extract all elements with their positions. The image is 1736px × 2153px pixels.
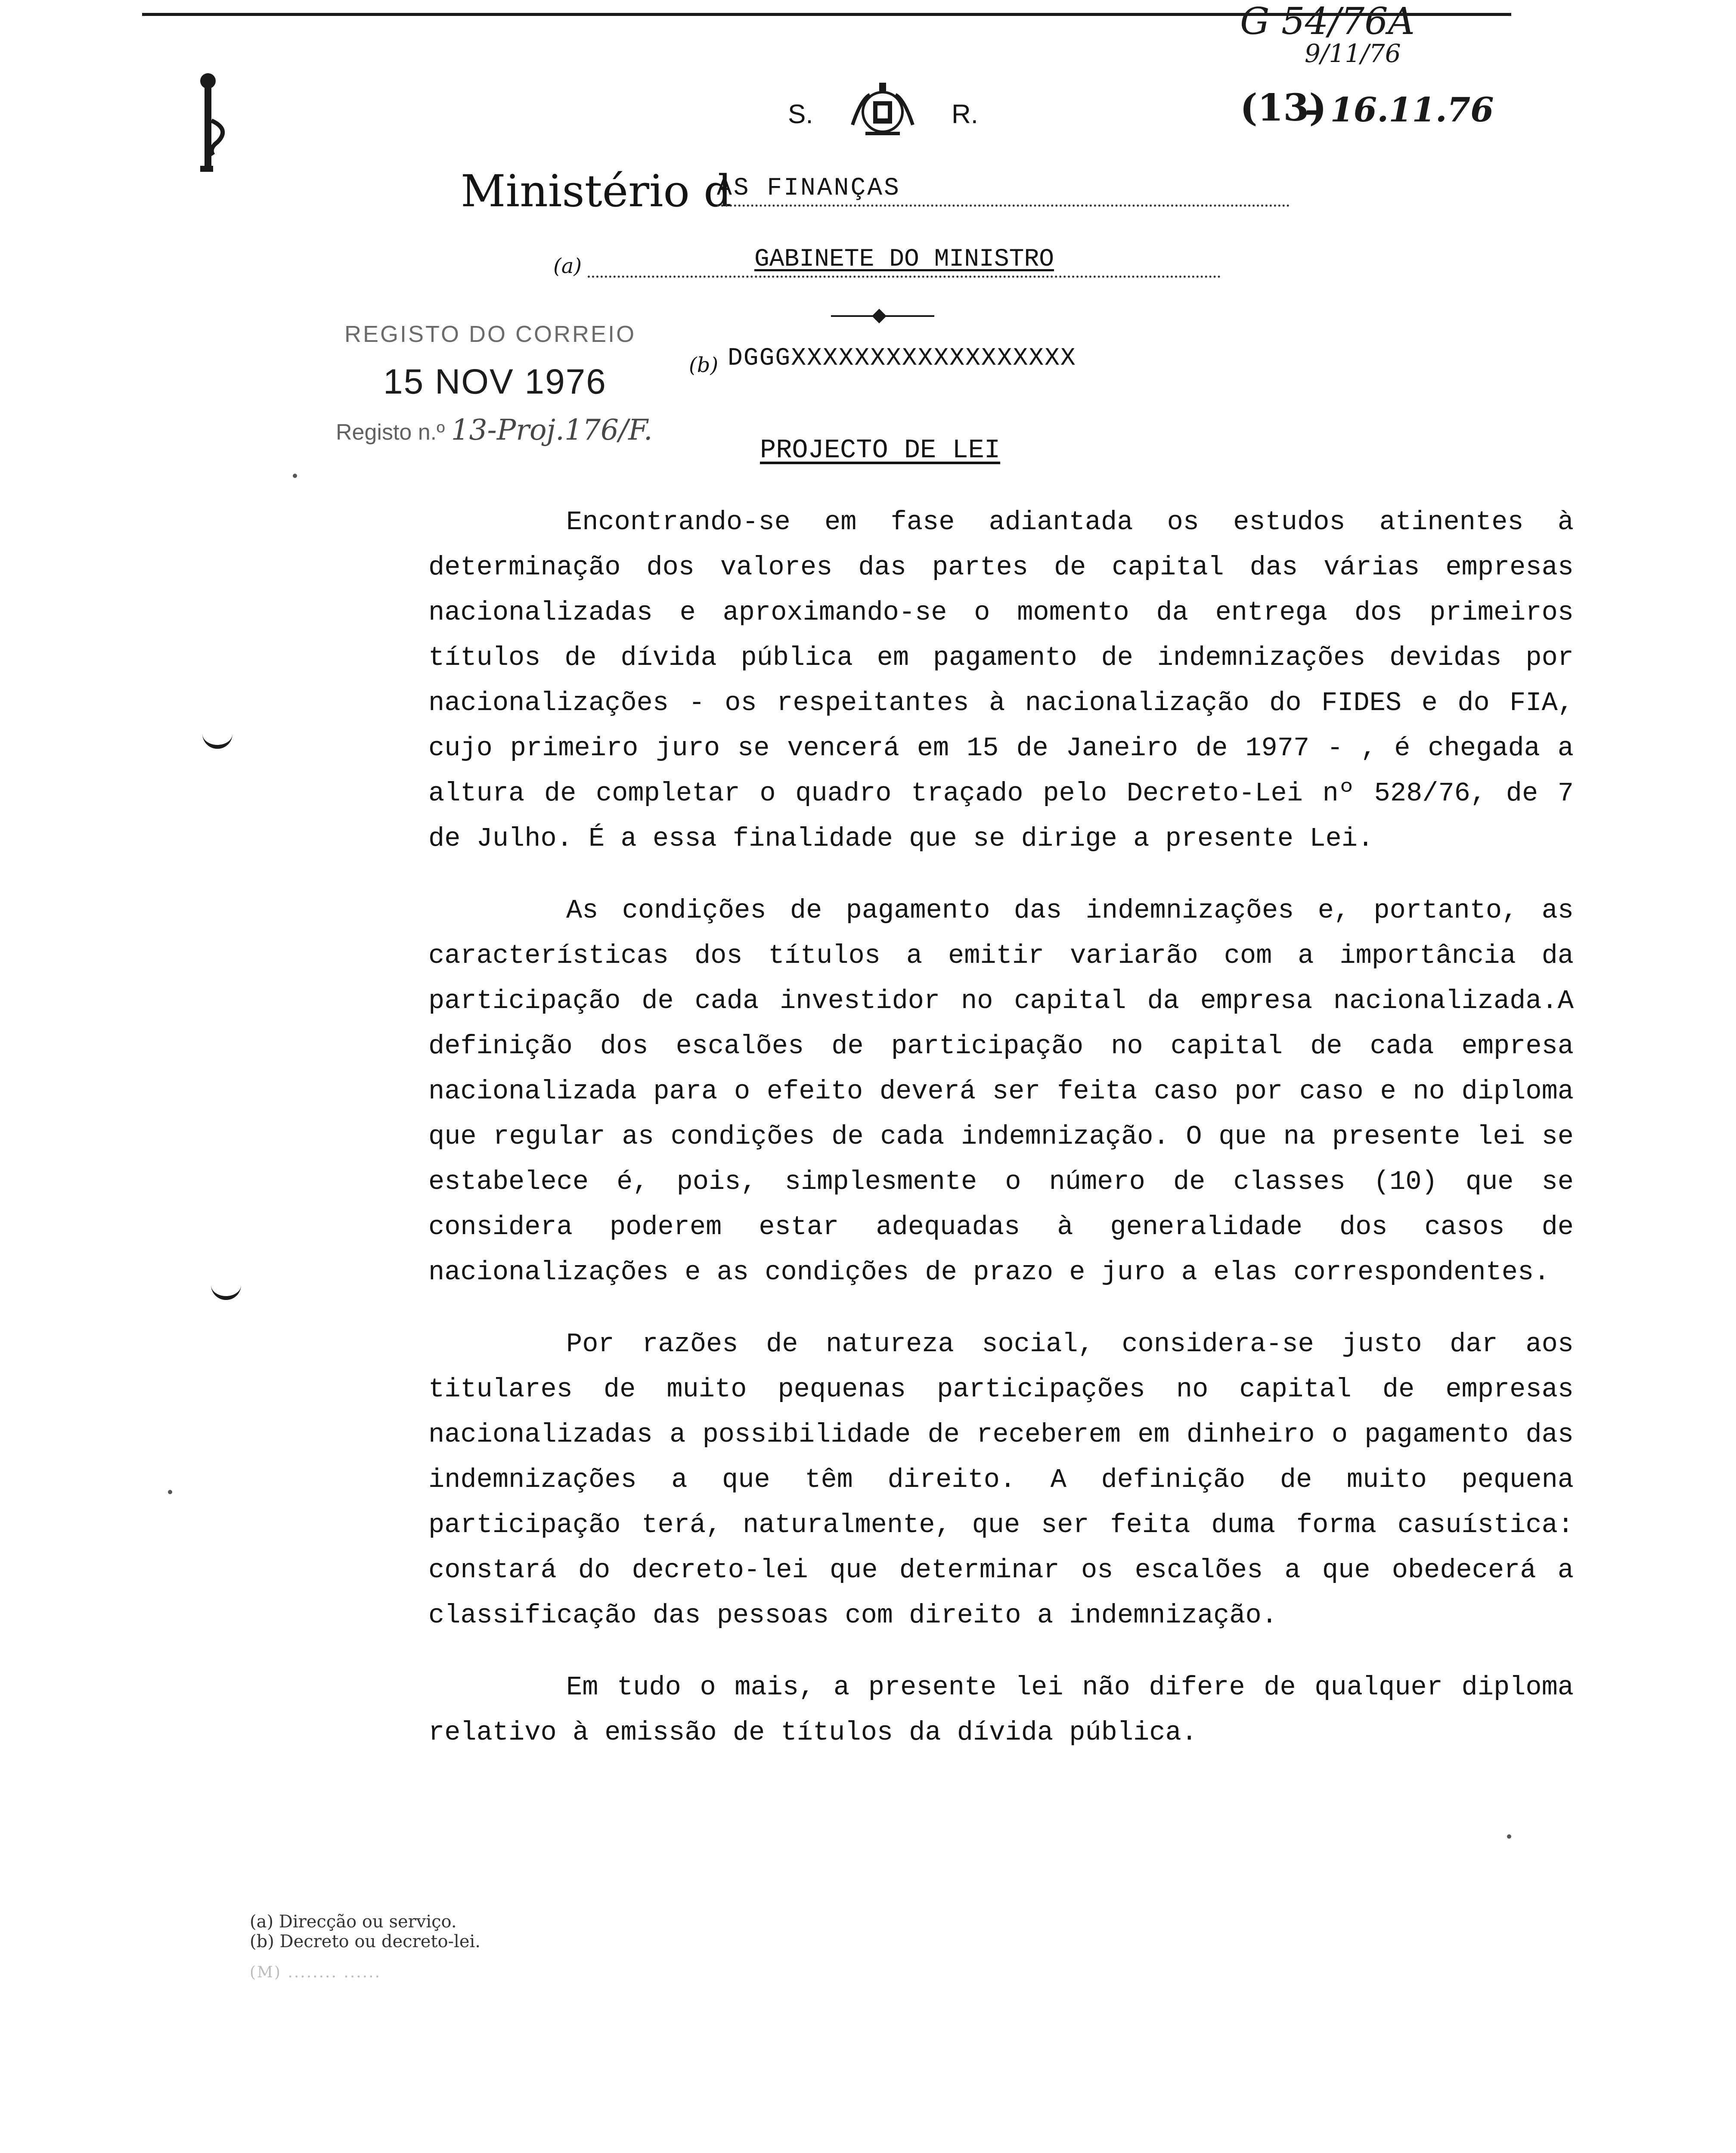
office-name: GABINETE DO MINISTRO <box>588 245 1221 278</box>
binding-mark-icon <box>196 69 235 181</box>
ministry-value <box>717 174 1290 207</box>
stamp-registry-label: Registo n.º <box>336 420 445 445</box>
stamp-title: REGISTO DO CORREIO <box>344 321 636 347</box>
paragraph-2: As condições de pagamento das indemnizações e, portanto, as características dos títulos a emitir variarão com a importância da participação de cada investidor no capital da empresa nacionalizada.A definição dos escalões de participação no capital de cada empresa nacionalizada para o efeito deverá ser feita caso por caso e no diploma que regular as condições de cada indemnização. O que na presente lei se estabelece é, pois, simplesmente o número de classes (10) que se considera poderem estar adequadas à generalidade dos casos de nacionalizações e as condições de prazo e juro a elas correspondentes. <box>428 895 1574 1287</box>
struck-decree-field: DGGGXXXXXXXXXXXXXXXXXX <box>728 344 1076 372</box>
paragraph-3: Por razões de natureza social, considera-se justo dar aos titulares de muito pequenas participações no capital de empresas nacionalizadas a possibilidade de receberem em dinheiro o pagamento das indemnizações a que têm direito. A definição de muito pequena participação terá, naturalmente, que ser feita duma forma casuística: constará do decreto-lei que determinar os escalões a que obedecerá a classificação das pessoas com direito a indemnização. <box>428 1329 1574 1631</box>
document-body <box>428 499 1574 1782</box>
ministry-label: Ministério d <box>461 166 732 217</box>
handwritten-date: - 16.11.76 <box>1305 90 1494 130</box>
punch-hole-mark <box>202 732 232 749</box>
stamp-registry-number: 13-Proj.176/F. <box>451 413 653 447</box>
ministry-name: AS FINANÇAS <box>717 174 901 202</box>
footnote-a: (a) Direcção ou serviço. <box>250 1912 457 1932</box>
republic-emblem <box>771 82 995 142</box>
scan-speck <box>168 1490 172 1494</box>
footnote-b: (b) Decreto ou decreto-lei. <box>250 1932 481 1951</box>
scan-speck <box>293 474 297 478</box>
paragraph-4: Em tudo o mais, a presente lei não difere de qualquer diploma relativo à emissão de títulos da dívida pública. <box>428 1672 1574 1748</box>
handwritten-number: (13) <box>1240 86 1327 130</box>
footnote-ref-b: (b) <box>689 353 719 377</box>
stamp-registry-line <box>336 413 653 447</box>
footnotes <box>250 1912 480 1982</box>
handwritten-reference: G 54/76A <box>1240 0 1415 43</box>
stamp-date: 15 NOV 1976 <box>383 362 607 401</box>
document-title: PROJECTO DE LEI <box>760 435 1001 465</box>
emblem-letter-s: S. <box>788 99 813 129</box>
print-code: (M) ........ ...... <box>250 1964 381 1981</box>
paragraph-1: Encontrando-se em fase adiantada os estudos atinentes à determinação dos valores das partes de capital das várias empresas nacionalizadas e aproximando-se o momento da entrega dos primeiros títulos de dívida pública em pagamento de indemnizações devidas por nacionalizações - os respeitantes à nacionalização do FIDES e do FIA, cujo primeiro juro se vencerá em 15 de Janeiro de 1977 - , é chegada a altura de completar o quadro traçado pelo Decreto-Lei nº 528/76, de 7 de Julho. É a essa finalidade que se dirige a presente Lei. <box>428 507 1574 854</box>
scan-speck <box>1507 1834 1511 1839</box>
handwritten-reference-date: 9/11/76 <box>1305 39 1401 68</box>
emblem-letter-r: R. <box>952 99 978 129</box>
footnote-ref-a: (a) <box>553 254 582 278</box>
ornamental-divider <box>831 315 934 317</box>
punch-hole-mark <box>211 1283 241 1300</box>
registry-stamp <box>336 321 653 476</box>
coat-of-arms-icon <box>840 82 926 142</box>
